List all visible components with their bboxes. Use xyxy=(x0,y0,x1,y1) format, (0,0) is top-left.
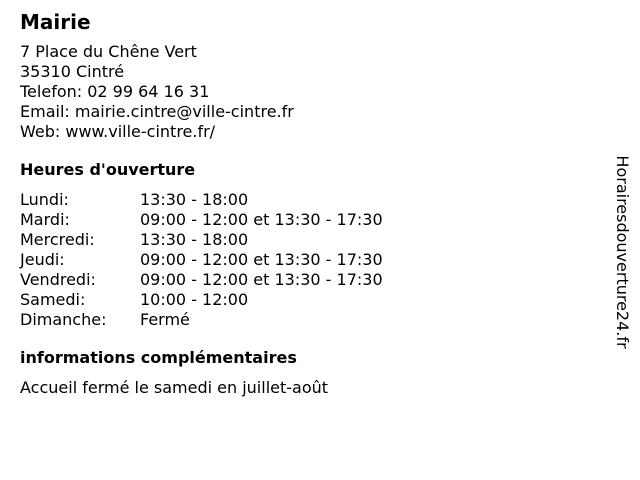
hours-row xyxy=(20,210,600,230)
phone-text: Telefon: 02 99 64 16 31 xyxy=(20,82,210,101)
hours-row xyxy=(20,230,600,250)
website-text: Web: www.ville-cintre.fr/ xyxy=(20,122,216,141)
hours-table xyxy=(20,190,600,330)
hours-heading: Heures d'ouverture xyxy=(20,160,196,179)
day-label: Mardi: xyxy=(20,210,70,229)
watermark-text: Horairesdouverture24.fr xyxy=(613,155,632,349)
hours-row xyxy=(20,310,600,330)
day-label: Samedi: xyxy=(20,290,86,309)
day-label: Dimanche: xyxy=(20,310,107,329)
place-name: Mairie xyxy=(20,10,91,34)
time-range: Fermé xyxy=(140,310,190,329)
place-card xyxy=(20,0,600,398)
address-city: 35310 Cintré xyxy=(20,62,125,81)
email-text: Email: mairie.cintre@ville-cintre.fr xyxy=(20,102,294,121)
day-label: Jeudi: xyxy=(20,250,65,269)
time-range: 13:30 - 18:00 xyxy=(140,190,249,209)
info-text: Accueil fermé le samedi en juillet-août xyxy=(20,378,329,397)
time-range: 09:00 - 12:00 et 13:30 - 17:30 xyxy=(140,210,383,229)
hours-row xyxy=(20,270,600,290)
time-range: 13:30 - 18:00 xyxy=(140,230,249,249)
day-label: Lundi: xyxy=(20,190,69,209)
time-range: 09:00 - 12:00 et 13:30 - 17:30 xyxy=(140,270,383,289)
contact-block xyxy=(20,42,600,142)
hours-row xyxy=(20,250,600,270)
day-label: Mercredi: xyxy=(20,230,95,249)
time-range: 09:00 - 12:00 et 13:30 - 17:30 xyxy=(140,250,383,269)
address-street: 7 Place du Chêne Vert xyxy=(20,42,197,61)
info-heading: informations complémentaires xyxy=(20,348,297,367)
day-label: Vendredi: xyxy=(20,270,96,289)
time-range: 10:00 - 12:00 xyxy=(140,290,249,309)
hours-row xyxy=(20,190,600,210)
hours-row xyxy=(20,290,600,310)
